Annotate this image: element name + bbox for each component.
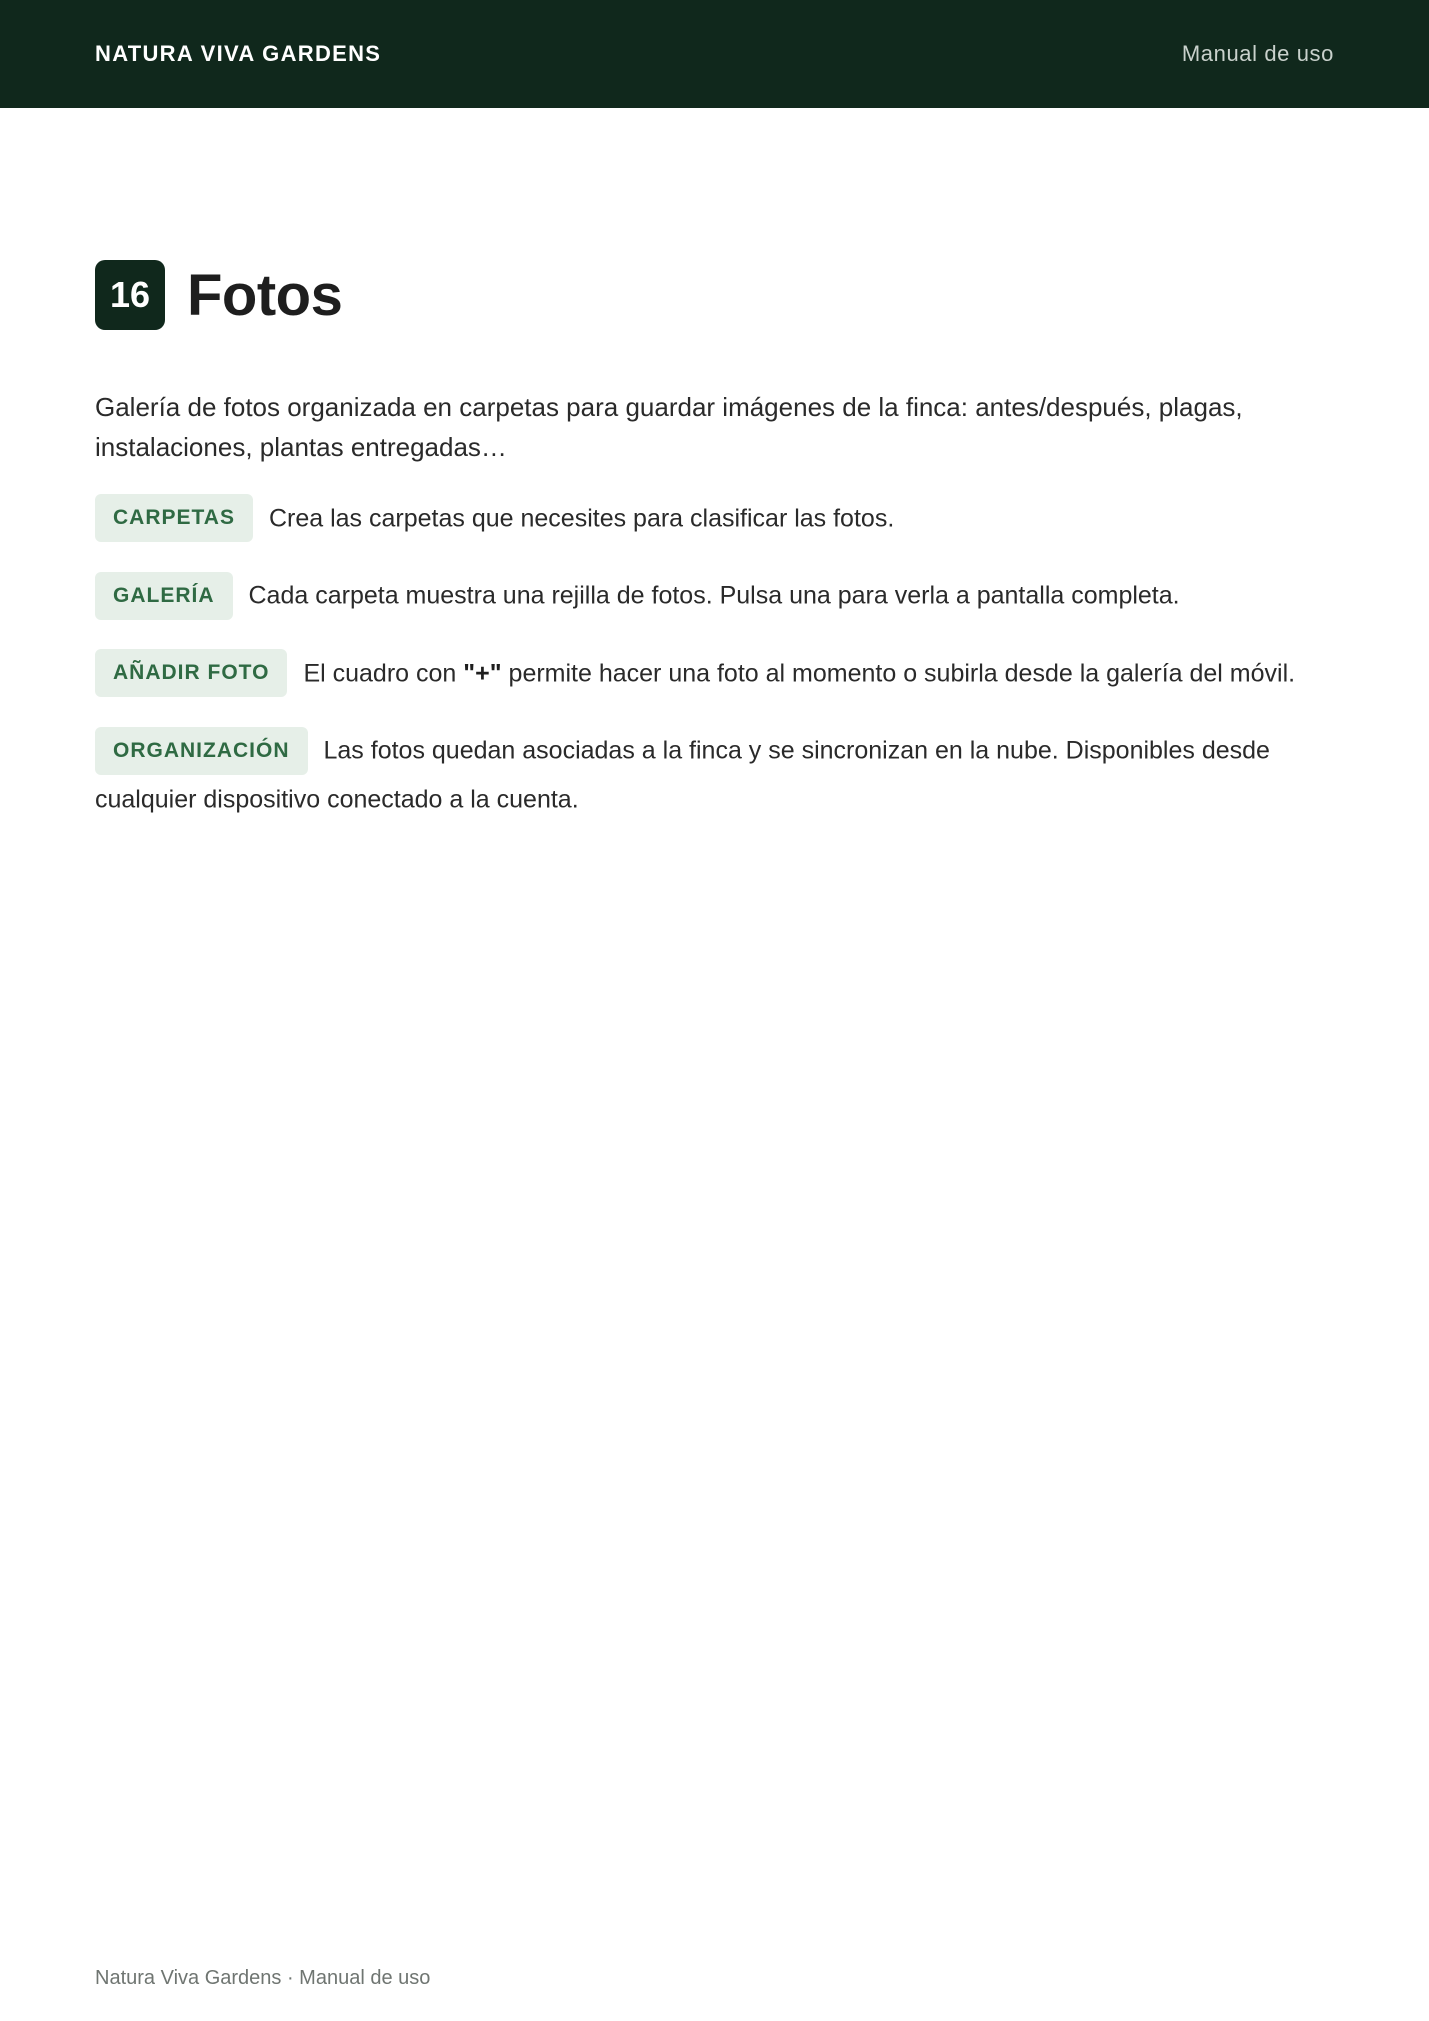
feature-list bbox=[95, 494, 1345, 851]
page-footer: Natura Viva Gardens · Manual de uso bbox=[95, 1967, 431, 1989]
feature-tag: GALERÍA bbox=[95, 572, 233, 620]
feature-description bbox=[303, 659, 1295, 687]
top-header-bar bbox=[0, 0, 1429, 108]
feature-description-start: El cuadro con bbox=[303, 659, 464, 688]
feature-item-organizacion bbox=[95, 726, 1345, 822]
feature-description: Crea las carpetas que necesites para clasificar las fotos. bbox=[268, 504, 895, 533]
plus-symbol-text: "+" bbox=[463, 659, 502, 688]
section-title: Fotos bbox=[187, 262, 343, 328]
section-heading bbox=[95, 260, 342, 330]
feature-tag: ORGANIZACIÓN bbox=[95, 727, 308, 775]
section-number-badge: 16 bbox=[95, 260, 165, 330]
feature-description: Las fotos quedan asociadas a la finca y se sincronizan en la nube. Disponibles desde cualquier dispositivo conectado a la cuenta. bbox=[95, 736, 1270, 813]
feature-tag: AÑADIR FOTO bbox=[95, 649, 287, 697]
section-intro: Galería de fotos organizada en carpetas para guardar imágenes de la finca: antes/después, plagas, instalaciones, plantas entregadas… bbox=[95, 392, 1243, 462]
feature-item-anadir-foto bbox=[95, 649, 1345, 697]
header-document-label: Manual de uso bbox=[1181, 41, 1334, 66]
brand-name: NATURA VIVA GARDENS bbox=[95, 41, 382, 66]
feature-description-end: permite hacer una foto al momento o subirla desde la galería del móvil. bbox=[501, 659, 1296, 688]
feature-item-carpetas bbox=[95, 494, 1345, 542]
feature-description: Cada carpeta muestra una rejilla de fotos. Pulsa una para verla a pantalla completa. bbox=[248, 581, 1180, 610]
feature-item-galeria bbox=[95, 571, 1345, 619]
feature-tag: CARPETAS bbox=[95, 494, 253, 542]
